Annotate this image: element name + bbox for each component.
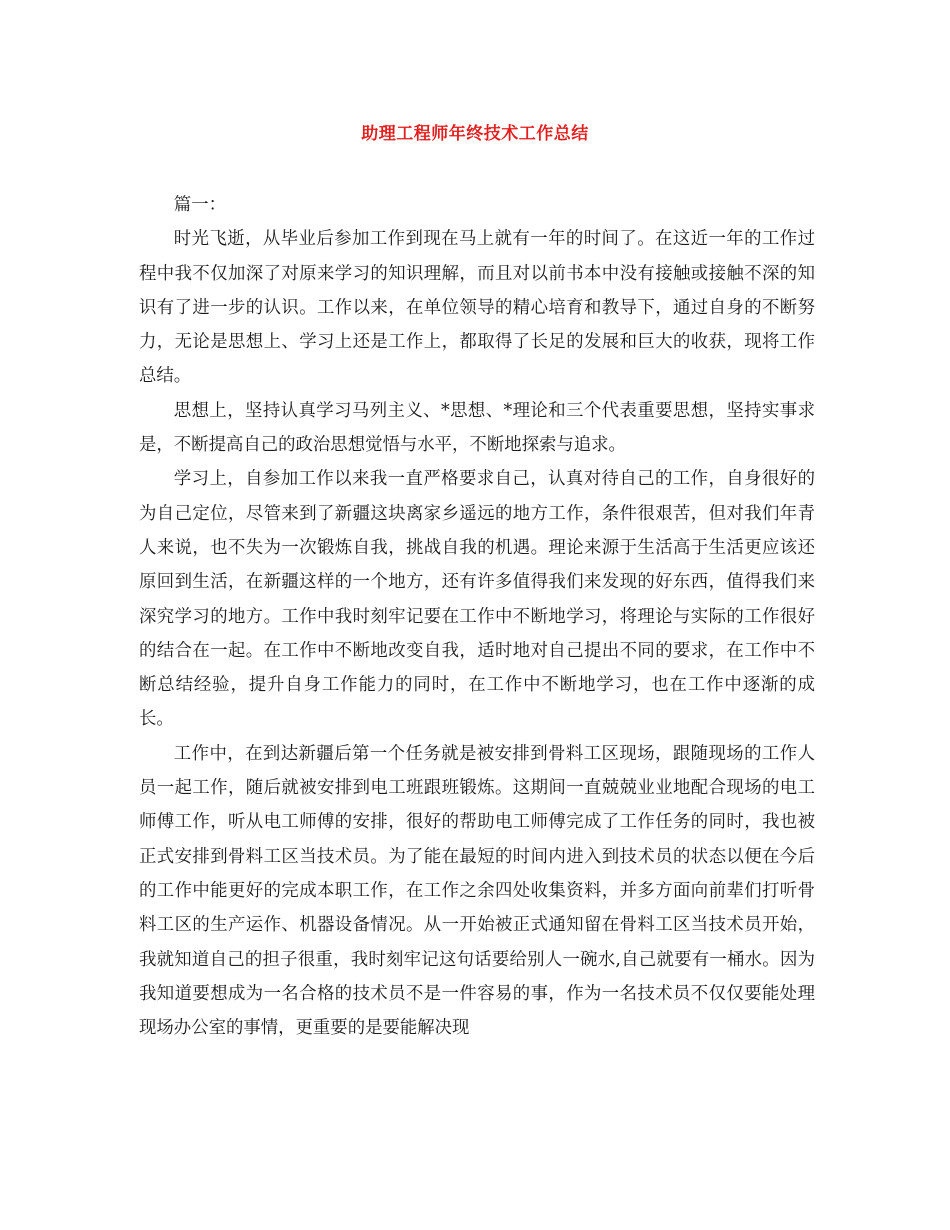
document-title: 助理工程师年终技术工作总结 xyxy=(361,124,589,144)
paragraph-study: 学习上，自参加工作以来我一直严格要求自己，认真对待自己的工作，自身很好的为自己定位，尽管来到了新疆这块离家乡遥远的地方工作，条件很艰苦，但对我们年青人来说，也不失为一次锻炼自我，挑战自我的机遇。理论来源于生活高于生活更应该还原回到生活，在新疆这样的一个地方，还有许多值得我们来发现的好东西，值得我们来深究学习的地方。工作中我时刻牢记要在工作中不断地学习，将理论与实际的工作很好的结合在一起。在工作中不断地改变自我，适时地对自己提出不同的要求，在工作中不断总结经验，提升自身工作能力的同时，在工作中不断地学习，也在工作中逐渐的成长。 xyxy=(139,469,815,730)
paragraph-work: 工作中，在到达新疆后第一个任务就是被安排到骨料工区现场，跟随现场的工作人员一起工作，随后就被安排到电工班跟班锻炼。这期间一直兢兢业业地配合现场的电工师傅工作，听从电工师傅的安排，很好的帮助电工师傅完成了工作任务的同时，我也被正式安排到骨料工区当技术员。为了能在最短的时间内进入到技术员的状态以便在今后的工作中能更好的完成本职工作，在工作之余四处收集资料，并多方面向前辈们打听骨料工区的生产运作、机器设备情况。从一开始被正式通知留在骨料工区当技术员开始，我就知道自己的担子很重，我时刻牢记这句话要给别人一碗水,自己就要有一桶水。因为我知道要想成为一名合格的技术员不是一件容易的事，作为一名技术员不仅仅要能处理现场办公室的事情，更重要的是要能解决现 xyxy=(139,743,815,1039)
paragraph-thought: 思想上，坚持认真学习马列主义、*思想、*理论和三个代表重要思想，坚持实事求是，不断提高自己的政治思想觉悟与水平，不断地探索与追求。 xyxy=(139,400,815,456)
document-body xyxy=(139,188,815,1045)
section-heading: 篇一： xyxy=(173,195,226,215)
paragraph-intro: 时光飞逝，从毕业后参加工作到现在马上就有一年的时间了。在这近一年的工作过程中我不仅加深了对原来学习的知识理解，而且对以前书本中没有接触或接触不深的知识有了进一步的认识。工作以来，在单位领导的精心培育和教导下，通过自身的不断努力，无论是思想上、学习上还是工作上，都取得了长足的发展和巨大的收获，现将工作总结。 xyxy=(139,229,815,387)
